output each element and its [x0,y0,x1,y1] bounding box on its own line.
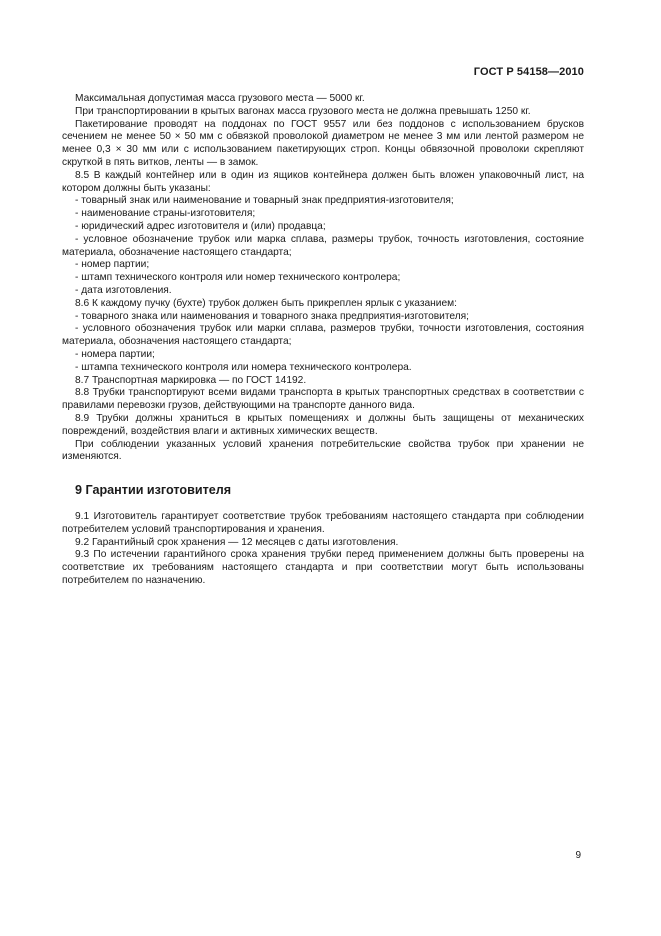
clause-9-1: 9.1 Изготовитель гарантирует соответствие трубок требованиям настоящего стандарта при соблюдении потребителем условий транспортирования и хранения. [62,510,584,535]
document-id: ГОСТ Р 54158—2010 [473,66,584,78]
list-item: - товарного знака или наименования и товарного знака предприятия-изготовителя; [75,310,470,322]
section-heading: 9 Гарантии изготовителя [75,483,232,498]
clause-9-2: 9.2 Гарантийный срок хранения — 12 месяцев с даты изготовления. [75,536,399,548]
clause-8-5: 8.5 В каждый контейнер или в один из ящиков контейнера должен быть вложен упаковочный лист, на котором должны быть указаны: [62,169,584,194]
list-item: - дата изготовления. [75,284,172,296]
paragraph: Максимальная допустимая масса грузового места — 5000 кг. [75,93,365,104]
clause-9-3: 9.3 По истечении гарантийного срока хранения трубки перед применением должны быть проверены на соответствие их требованиям настоящего стандарта и при соответствии могут быть использованы потребителем по назначению. [62,549,584,586]
paragraph: При соблюдении указанных условий хранения потребительские свойства трубок при хранении не изменяются. [62,438,584,463]
paragraph: Пакетирование проводят на поддонах по ГОСТ 9557 или без поддонов с использованием брусков сечением не менее 50 × 50 мм с обвязкой проволокой диаметром не менее 3 мм или лентой размером не менее 0,3 × 30 мм или с использованием пакетирующих строп. Концы обвязочной проволоки скрепляют скруткой в пять витков, ленты — в замок. [62,118,584,168]
clause-8-6: 8.6 К каждому пучку (бухте) трубок должен быть прикреплен ярлык с указанием: [75,297,457,309]
clause-8-7: 8.7 Транспортная маркировка — по ГОСТ 14192. [75,374,307,386]
clause-8-9: 8.9 Трубки должны храниться в крытых помещениях и должны быть защищены от механических повреждений, воздействия влаги и активных химических веществ. [62,412,584,437]
list-item: - штампа технического контроля или номера технического контролера. [75,361,412,373]
list-item: - условного обозначения трубок или марки сплава, размеров трубки, точности изготовления, состояния материала, обозначения настоящего стандарта; [62,323,584,348]
list-item: - условное обозначение трубок или марка сплава, размеры трубок, точность изготовления, состояние материала, обозначение настоящего стандарта; [62,233,584,258]
list-item: - штамп технического контроля или номер технического контролера; [75,272,401,284]
document-body [62,93,584,588]
clause-8-8: 8.8 Трубки транспортируют всеми видами транспорта в крытых транспортных средствах в соответствии с правилами перевозки грузов, действующими на транспорте данного вида. [62,387,584,412]
list-item: - номер партии; [75,259,150,271]
list-item: - товарный знак или наименование и товарный знак предприятия-изготовителя; [75,195,454,207]
page-number: 9 [575,850,581,861]
paragraph: При транспортировании в крытых вагонах масса грузового места не должна превышать 1250 кг. [75,105,531,117]
list-item: - юридический адрес изготовителя и (или) продавца; [75,220,326,232]
list-item: - наименование страны-изготовителя; [75,208,256,220]
list-item: - номера партии; [75,348,155,360]
